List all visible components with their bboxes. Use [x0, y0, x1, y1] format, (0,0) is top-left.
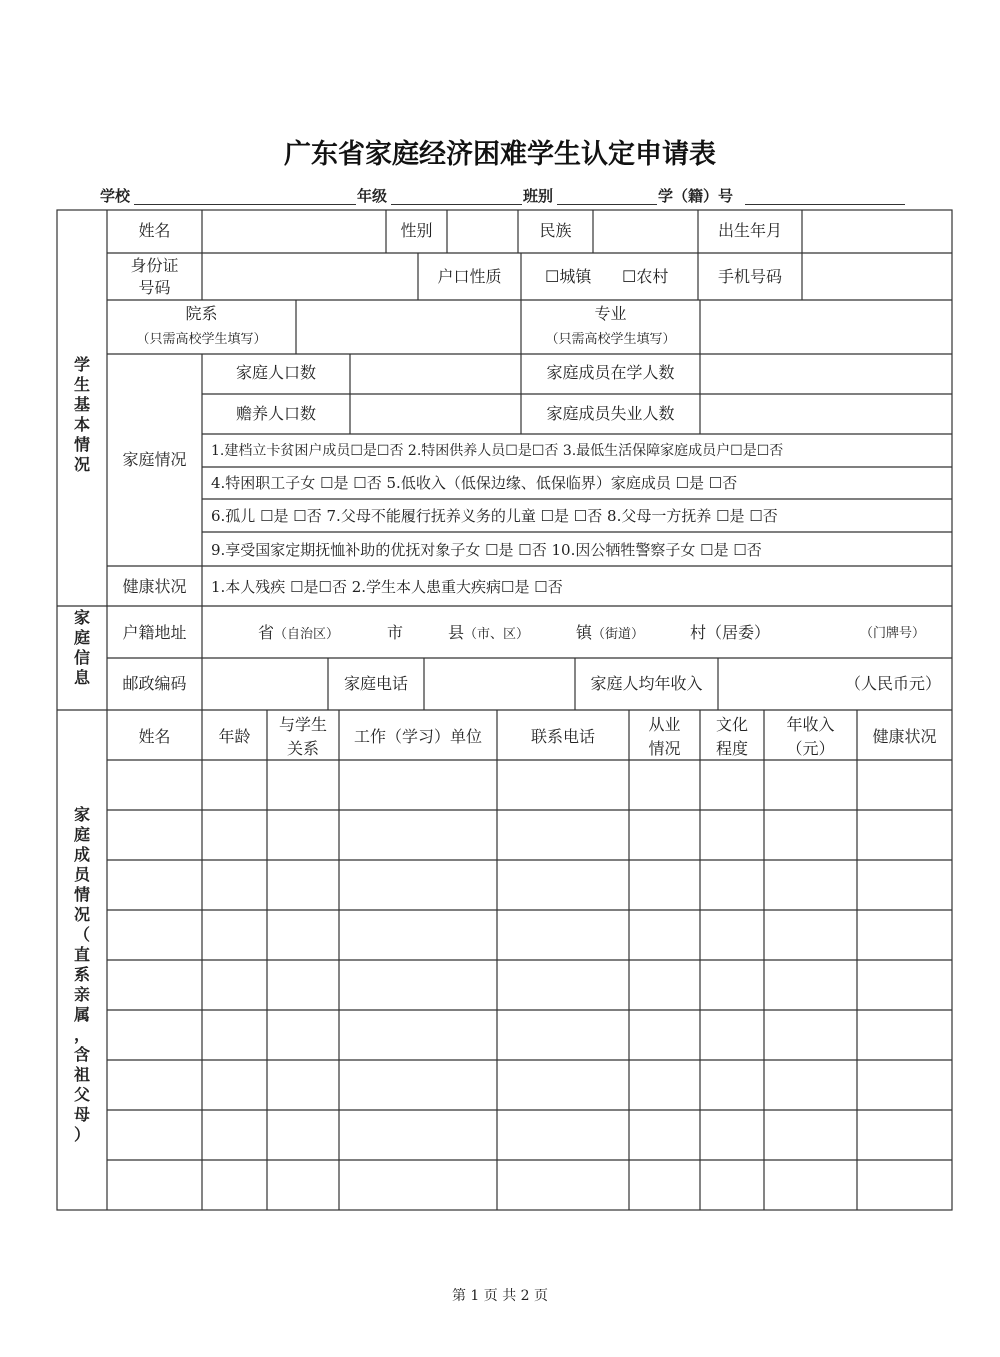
condition-row-3[interactable]: 6.孤儿 ☐是 ☐否 7.父母不能履行抚养义务的儿童 ☐是 ☐否 8.父母一方抚养 ☐是 ☐否 [211, 507, 778, 525]
member-cell[interactable] [340, 911, 496, 959]
member-col-header: 联系电话 [530, 727, 595, 746]
name-label: 姓名 [138, 221, 171, 240]
member-cell[interactable] [108, 1011, 201, 1059]
member-cell[interactable] [268, 961, 338, 1009]
province-label: 省（自治区） [258, 623, 340, 642]
member-cell[interactable] [701, 1111, 763, 1159]
birth-label: 出生年月 [717, 221, 782, 240]
member-cell[interactable] [630, 961, 699, 1009]
students-label: 家庭成员在学人数 [546, 363, 675, 382]
student-no-label: 学（籍）号 [658, 187, 734, 205]
member-cell[interactable] [630, 1161, 699, 1209]
rural-checkbox[interactable]: ☐农村 [622, 267, 669, 286]
member-cell[interactable] [203, 1111, 266, 1159]
member-cell[interactable] [498, 1111, 628, 1159]
member-cell[interactable] [498, 961, 628, 1009]
member-cell[interactable] [858, 1011, 951, 1059]
member-cell[interactable] [203, 861, 266, 909]
member-cell[interactable] [268, 761, 338, 809]
major-note: （只需高校学生填写） [545, 332, 676, 347]
phone-label: 手机号码 [717, 267, 782, 286]
major-label: 专业 [594, 304, 627, 323]
id-label-line1: 身份证 [130, 256, 179, 275]
member-cell[interactable] [268, 861, 338, 909]
id-label-line2: 号码 [138, 278, 171, 297]
member-cell[interactable] [858, 761, 951, 809]
birth-field[interactable] [803, 211, 951, 252]
member-cell[interactable] [203, 761, 266, 809]
member-cell[interactable] [701, 911, 763, 959]
students-field[interactable] [701, 355, 951, 393]
house-no-label: （门牌号） [860, 626, 926, 641]
member-cell[interactable] [498, 1061, 628, 1109]
member-cell[interactable] [108, 1061, 201, 1109]
rmb-unit: （人民币元） [845, 674, 942, 693]
member-cell[interactable] [203, 1061, 266, 1109]
dept-note: （只需高校学生填写） [136, 332, 267, 347]
member-cell[interactable] [340, 811, 496, 859]
member-cell[interactable] [858, 811, 951, 859]
member-col-header: 与学生 关系 [278, 715, 327, 758]
family-pop-field[interactable] [351, 355, 520, 393]
member-cell[interactable] [765, 1061, 856, 1109]
member-cell[interactable] [203, 1011, 266, 1059]
postcode-label: 邮政编码 [122, 674, 187, 693]
gender-field[interactable] [448, 211, 517, 252]
health-label: 健康状况 [122, 577, 187, 596]
form-title: 广东省家庭经济困难学生认定申请表 [284, 139, 716, 170]
member-col-header: 健康状况 [872, 727, 937, 746]
grade-label: 年级 [357, 187, 388, 205]
member-cell[interactable] [498, 1161, 628, 1209]
member-cell[interactable] [498, 911, 628, 959]
member-cell[interactable] [268, 911, 338, 959]
member-cell[interactable] [340, 1011, 496, 1059]
dependents-field[interactable] [351, 395, 520, 433]
member-cell[interactable] [630, 811, 699, 859]
member-col-header: 年收入 （元） [786, 715, 835, 758]
member-cell[interactable] [765, 961, 856, 1009]
income-label: 家庭人均年收入 [590, 674, 703, 693]
member-cell[interactable] [630, 911, 699, 959]
member-cell[interactable] [108, 961, 201, 1009]
member-cell[interactable] [340, 1161, 496, 1209]
county-label: 县（市、区） [448, 623, 530, 642]
member-cell[interactable] [765, 911, 856, 959]
condition-row-2[interactable]: 4.特困职工子女 ☐是 ☐否 5.低收入（低保边缘、低保临界）家庭成员 ☐是 ☐否 [211, 474, 738, 492]
member-cell[interactable] [765, 1011, 856, 1059]
name-field[interactable] [203, 211, 385, 252]
member-cell[interactable] [858, 911, 951, 959]
member-cell[interactable] [498, 811, 628, 859]
member-cell[interactable] [340, 1111, 496, 1159]
member-cell[interactable] [498, 861, 628, 909]
postcode-field[interactable] [203, 659, 327, 709]
family-label: 家庭情况 [122, 450, 187, 469]
condition-row-1[interactable]: 1.建档立卡贫困户成员☐是☐否 2.特困供养人员☐是☐否 3.最低生活保障家庭成员户☐是☐否 [211, 443, 784, 459]
member-cell[interactable] [765, 1111, 856, 1159]
member-cell[interactable] [203, 811, 266, 859]
member-cell[interactable] [765, 861, 856, 909]
member-cell[interactable] [203, 961, 266, 1009]
member-cell[interactable] [268, 1111, 338, 1159]
member-col-header: 工作（学习）单位 [353, 727, 482, 746]
member-cell[interactable] [108, 911, 201, 959]
dept-field[interactable] [297, 301, 520, 353]
member-cell[interactable] [203, 911, 266, 959]
page-footer: 第 1 页 共 2 页 [451, 1288, 549, 1304]
section-basic-label: 学 生 基 本 情 况 [73, 355, 90, 474]
member-cell[interactable] [498, 761, 628, 809]
member-cell[interactable] [630, 1111, 699, 1159]
member-cell[interactable] [340, 1061, 496, 1109]
member-cell[interactable] [858, 1061, 951, 1109]
member-col-header: 从业 情况 [648, 715, 681, 758]
member-cell[interactable] [858, 1111, 951, 1159]
member-cell[interactable] [701, 961, 763, 1009]
member-cell[interactable] [268, 1011, 338, 1059]
phone-field[interactable] [803, 254, 951, 299]
member-cell[interactable] [108, 861, 201, 909]
member-cell[interactable] [765, 811, 856, 859]
dept-label: 院系 [185, 304, 218, 323]
member-cell[interactable] [630, 761, 699, 809]
section-family-label: 家 庭 信 息 [73, 608, 90, 687]
member-col-header: 文化 程度 [715, 715, 748, 758]
member-cell[interactable] [858, 961, 951, 1009]
school-label: 学校 [100, 187, 131, 205]
member-cell[interactable] [701, 811, 763, 859]
town-label: 镇（街道） [576, 623, 645, 642]
member-cell[interactable] [701, 1011, 763, 1059]
major-field[interactable] [701, 301, 951, 353]
gender-label: 性别 [400, 221, 433, 240]
tel-field[interactable] [425, 659, 574, 709]
section-members-label: 家 庭 成 员 情 况 （ 直 系 亲 属 ， 含 祖 父 母 ） [73, 805, 90, 1144]
member-cell[interactable] [108, 1161, 201, 1209]
member-cell[interactable] [268, 811, 338, 859]
member-col-header: 姓名 [138, 727, 171, 746]
dependents-label: 赡养人口数 [235, 404, 316, 423]
member-cell[interactable] [268, 1161, 338, 1209]
member-cell[interactable] [701, 861, 763, 909]
member-cell[interactable] [701, 761, 763, 809]
ethnicity-label: 民族 [539, 221, 572, 240]
health-options[interactable]: 1.本人残疾 ☐是☐否 2.学生本人患重大疾病☐是 ☐否 [211, 578, 563, 596]
city-label: 市 [387, 623, 404, 642]
member-cell[interactable] [203, 1161, 266, 1209]
member-cell[interactable] [858, 861, 951, 909]
tel-label: 家庭电话 [343, 674, 408, 693]
village-label: 村（居委） [690, 623, 771, 642]
member-cell[interactable] [108, 1111, 201, 1159]
member-cell[interactable] [765, 1161, 856, 1209]
member-cell[interactable] [630, 1011, 699, 1059]
unemployed-field[interactable] [701, 395, 951, 433]
urban-checkbox[interactable]: ☐城镇 [545, 267, 592, 286]
class-label: 班别 [523, 187, 554, 205]
member-cell[interactable] [340, 961, 496, 1009]
condition-row-4[interactable]: 9.享受国家定期抚恤补助的优抚对象子女 ☐是 ☐否 10.因公牺牲警察子女 ☐是 ☐否 [211, 541, 762, 559]
member-cell[interactable] [268, 1061, 338, 1109]
member-cell[interactable] [340, 761, 496, 809]
member-cell[interactable] [630, 861, 699, 909]
member-cell[interactable] [630, 1061, 699, 1109]
unemployed-label: 家庭成员失业人数 [546, 404, 675, 423]
member-cell[interactable] [701, 1061, 763, 1109]
member-cell[interactable] [108, 761, 201, 809]
hukou-label: 户口性质 [437, 267, 502, 286]
member-cell[interactable] [765, 761, 856, 809]
family-pop-label: 家庭人口数 [235, 363, 316, 382]
member-cell[interactable] [340, 861, 496, 909]
address-label: 户籍地址 [122, 623, 187, 642]
member-col-header: 年龄 [218, 727, 251, 746]
member-cell[interactable] [701, 1161, 763, 1209]
member-cell[interactable] [498, 1011, 628, 1059]
id-field[interactable] [203, 254, 417, 299]
member-cell[interactable] [108, 811, 201, 859]
ethnicity-field[interactable] [594, 211, 697, 252]
member-cell[interactable] [858, 1161, 951, 1209]
